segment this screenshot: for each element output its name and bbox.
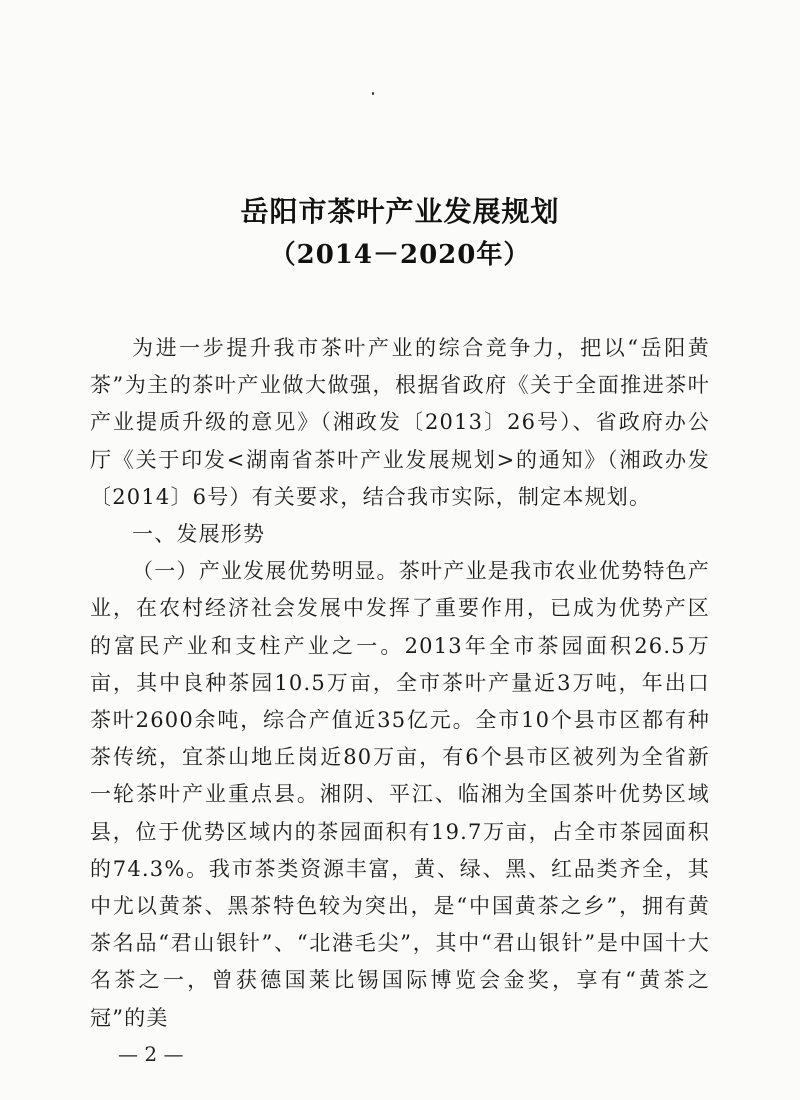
section-heading: 一、发展形势 (132, 522, 266, 547)
page-number: — 2 — (118, 1042, 184, 1066)
document-title: 岳阳市茶叶产业发展规划 (240, 195, 560, 228)
document-body (90, 330, 710, 1037)
document-subtitle: （2014－2020年） (269, 240, 531, 270)
scan-speck (372, 92, 374, 95)
body-paragraph: （一）产业发展优势明显。茶叶产业是我市农业优势特色产业，在农村经济社会发展中发挥了重要作用，已成为优势产区的富民产业和支柱产业之一。2013年全市茶园面积26.5万亩，其中良种茶园10.5万亩，全市茶叶产量近3万吨，年出口茶叶2600余吨，综合产值近35亿元。全市10个县市区都有种茶传统，宜茶山地丘岗近80万亩，有6个县市区被列为全省新一轮茶叶产业重点县。湘阴、平江、临湘为全国茶叶优势区域县，位于优势区域内的茶园面积有19.7万亩，占全市茶园面积的74.3%。我市茶类资源丰富，黄、绿、黑、红品类齐全，其中尤以黄茶、黑茶特色较为突出，是“中国黄茶之乡”，拥有黄茶名品“君山银针”、“北港毛尖”，其中“君山银针”是中国十大名茶之一，曾获德国莱比锡国际博览会金奖，享有“黄茶之冠”的美 (90, 559, 710, 1030)
intro-paragraph: 为进一步提升我市茶叶产业的综合竞争力，把以“岳阳黄茶”为主的茶叶产业做大做强，根据省政府《关于全面推进茶叶产业提质升级的意见》（湘政发〔2013〕26号）、省政府办公厅《关于印发<湖南省茶叶产业发展规划>的通知》（湘政办发〔2014〕6号）有关要求，结合我市实际，制定本规划。 (90, 336, 710, 509)
